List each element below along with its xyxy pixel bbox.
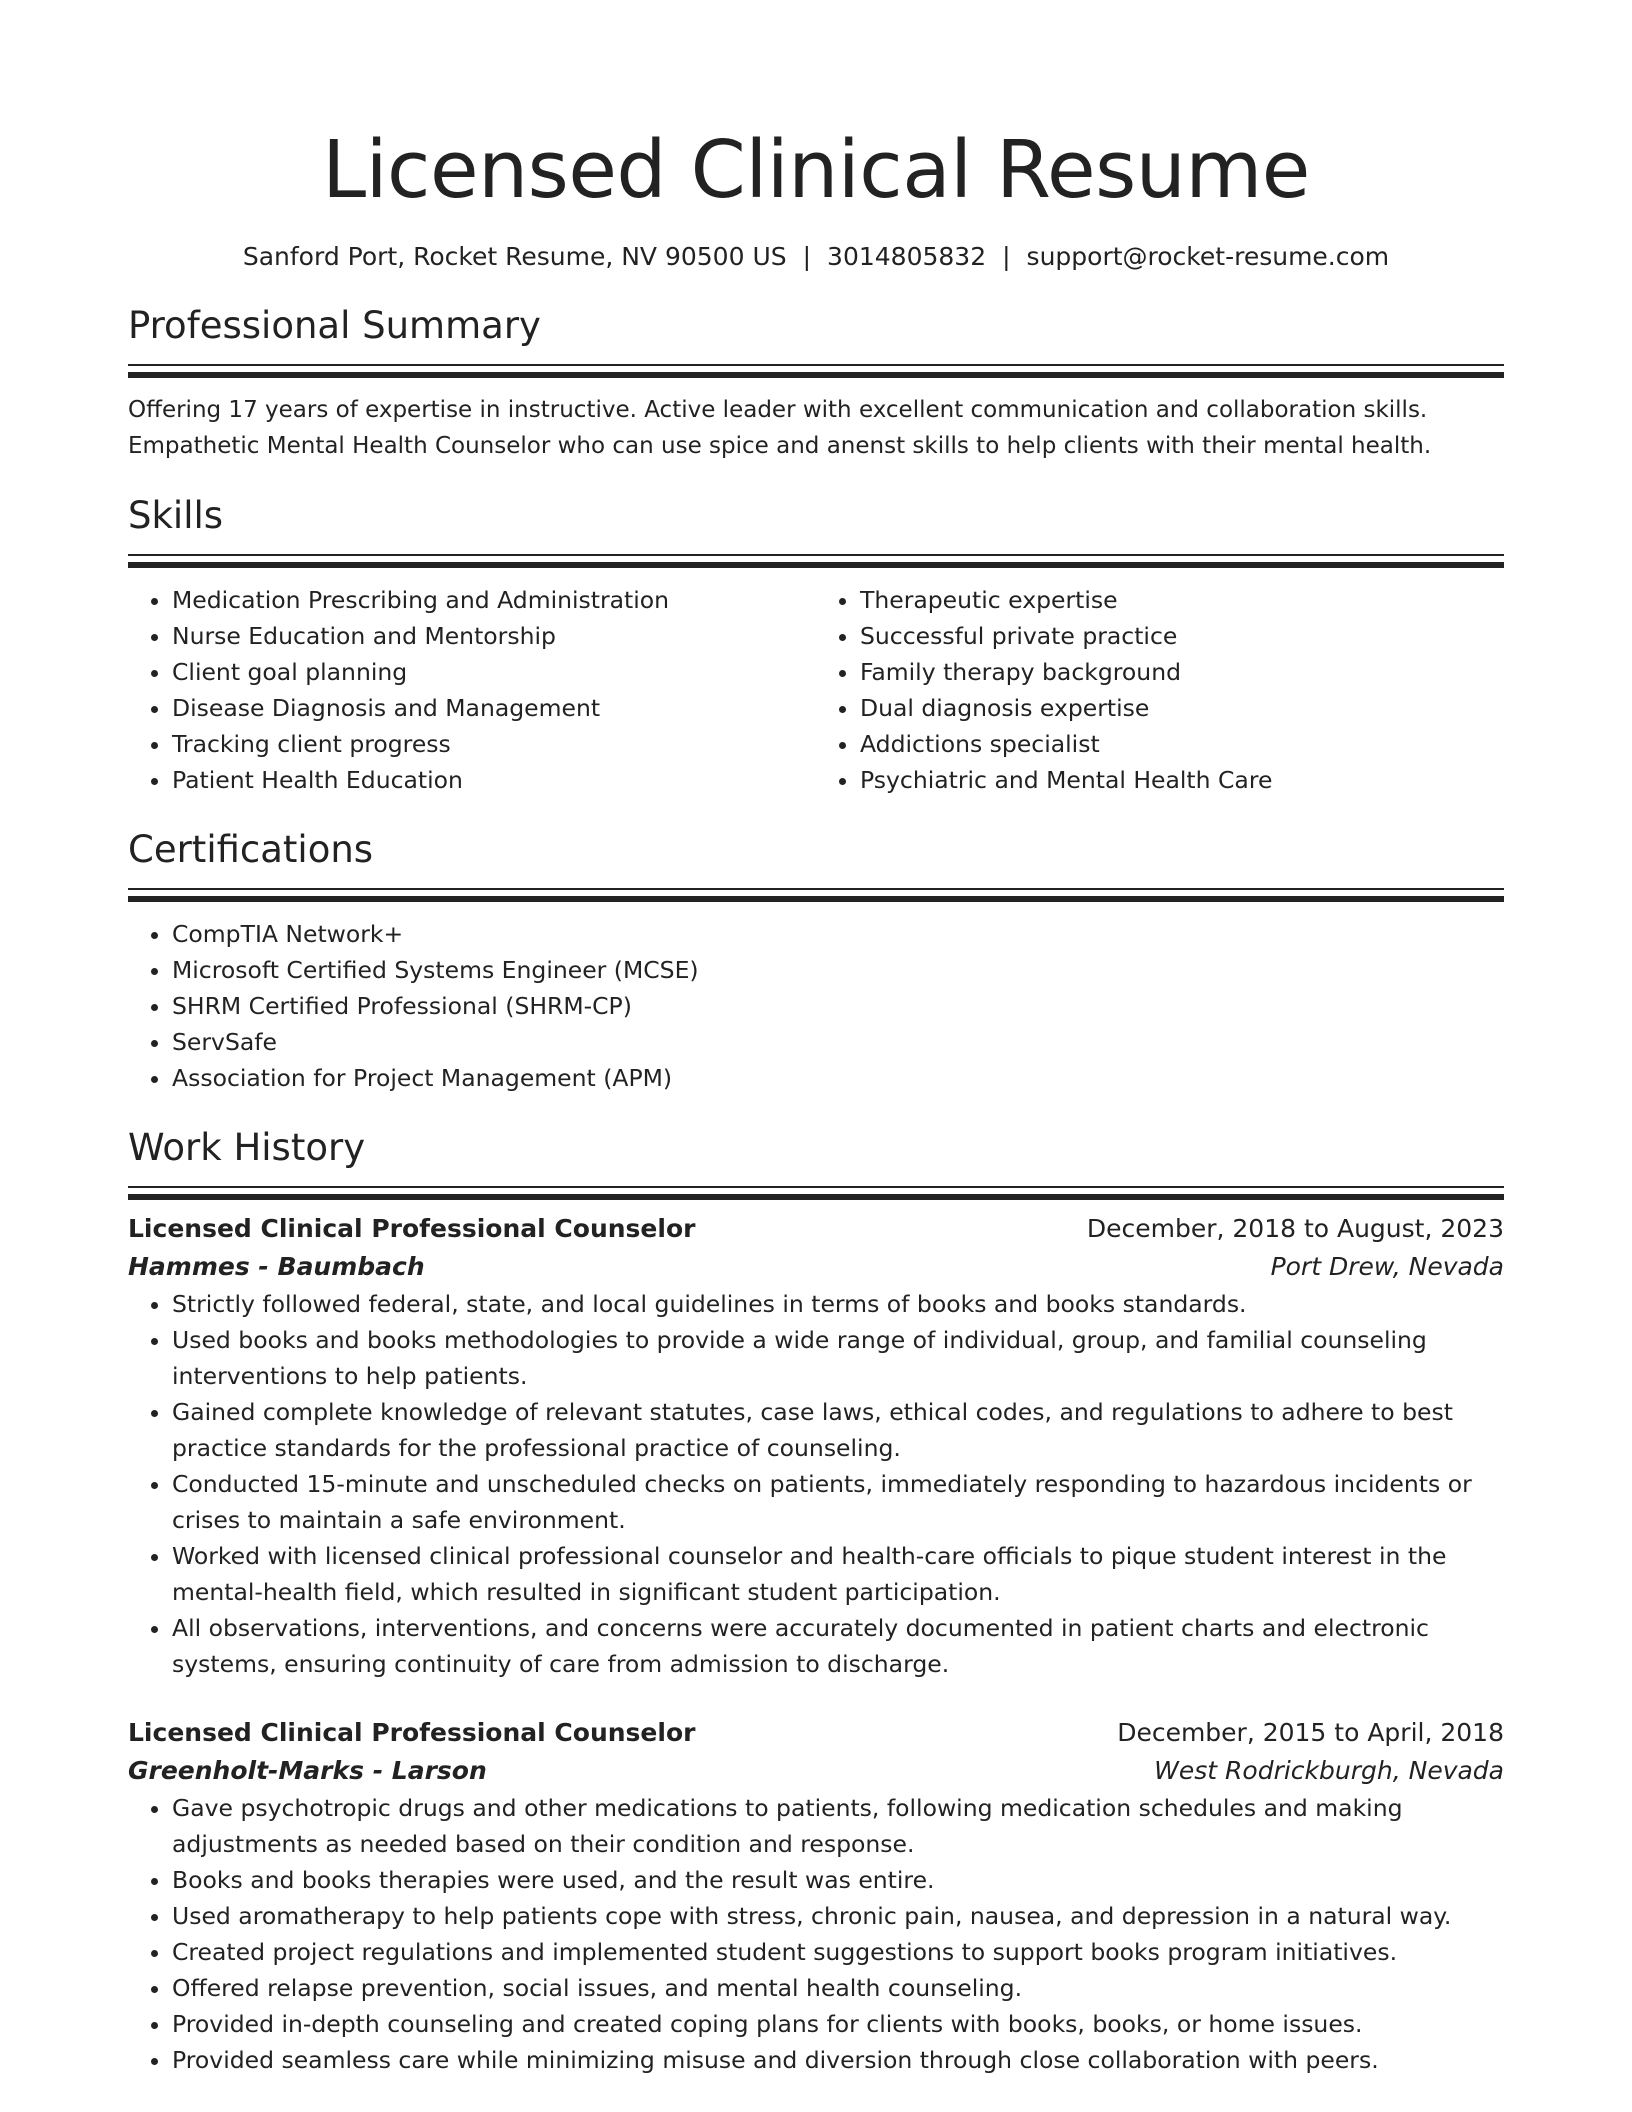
- job-entry: [128, 1210, 1504, 1682]
- list-item: • Microsoft Certified Systems Engineer (MCSE): [172, 952, 1504, 988]
- contact-separator: |: [802, 242, 812, 271]
- section-divider: [128, 364, 1504, 380]
- contact-separator: |: [1002, 242, 1011, 271]
- list-item: • Addictions specialist: [860, 726, 1504, 762]
- job-dates: December, 2015 to April, 2018: [1117, 1718, 1504, 1747]
- certifications-list: [128, 916, 1504, 1096]
- job-header: [128, 1210, 1504, 1248]
- list-item: • Successful private practice: [860, 618, 1504, 654]
- contact-line: [128, 240, 1504, 274]
- section-divider: [128, 1186, 1504, 1202]
- contact-address: Sanford Port, Rocket Resume, NV 90500 US: [242, 242, 787, 271]
- list-item: • Nurse Education and Mentorship: [172, 618, 816, 654]
- list-item: • Worked with licensed clinical professional counselor and health-care officials to pique student interest in the mental-health field, which resulted in significant student participation.: [172, 1538, 1504, 1610]
- list-item: • Strictly followed federal, state, and local guidelines in terms of books and books standards.: [172, 1286, 1504, 1322]
- job-title: Licensed Clinical Professional Counselor: [128, 1718, 696, 1747]
- list-item: • Used books and books methodologies to provide a wide range of individual, group, and familial counseling interventions to help patients.: [172, 1322, 1504, 1394]
- job-header: [128, 1714, 1504, 1752]
- work-section: [128, 1124, 1504, 2078]
- list-item: • SHRM Certified Professional (SHRM-CP): [172, 988, 1504, 1024]
- list-item: • Provided in-depth counseling and created coping plans for clients with books, books, or home issues.: [172, 2006, 1504, 2042]
- certifications-section: [128, 826, 1504, 1096]
- list-item: • Dual diagnosis expertise: [860, 690, 1504, 726]
- list-item: • Gave psychotropic drugs and other medications to patients, following medication schedules and making adjustments as needed based on their condition and response.: [172, 1790, 1504, 1862]
- contact-email: support@rocket-resume.com: [1026, 242, 1390, 271]
- list-item: • Psychiatric and Mental Health Care: [860, 762, 1504, 798]
- list-item: • Books and books therapies were used, and the result was entire.: [172, 1862, 1504, 1898]
- skills-heading: Skills: [128, 494, 224, 537]
- list-item: • Association for Project Management (APM): [172, 1060, 1504, 1096]
- contact-phone: 3014805832: [827, 242, 987, 271]
- list-item: • Medication Prescribing and Administration: [172, 582, 816, 618]
- list-item: • Patient Health Education: [172, 762, 816, 798]
- job-company: Hammes - Baumbach: [128, 1252, 425, 1281]
- job-company: Greenholt-Marks - Larson: [128, 1756, 487, 1785]
- list-item: • Tracking client progress: [172, 726, 816, 762]
- list-item: • All observations, interventions, and concerns were accurately documented in patient charts and electronic systems, ensuring continuity of care from admission to discharge.: [172, 1610, 1504, 1682]
- list-item: • Provided seamless care while minimizing misuse and diversion through close collaboration with peers.: [172, 2042, 1504, 2078]
- summary-heading: Professional Summary: [128, 304, 541, 347]
- list-item: • Gained complete knowledge of relevant statutes, case laws, ethical codes, and regulations to adhere to best practice standards for the professional practice of counseling.: [172, 1394, 1504, 1466]
- job-bullets: [128, 1790, 1504, 2078]
- skills-list-right: [816, 582, 1504, 798]
- job-dates: December, 2018 to August, 2023: [1086, 1214, 1504, 1243]
- list-item: • CompTIA Network+: [172, 916, 1504, 952]
- resume-title: Licensed Clinical Resume: [322, 124, 1310, 216]
- list-item: • Family therapy background: [860, 654, 1504, 690]
- list-item: • Created project regulations and implemented student suggestions to support books program initiatives.: [172, 1934, 1504, 1970]
- list-item: • Therapeutic expertise: [860, 582, 1504, 618]
- list-item: • Client goal planning: [172, 654, 816, 690]
- job-bullets: [128, 1286, 1504, 1682]
- skills-grid: [128, 582, 1504, 798]
- summary-section: [128, 302, 1504, 464]
- section-divider: [128, 888, 1504, 904]
- list-item: • ServSafe: [172, 1024, 1504, 1060]
- list-item: • Disease Diagnosis and Management: [172, 690, 816, 726]
- list-item: • Offered relapse prevention, social issues, and mental health counseling.: [172, 1970, 1504, 2006]
- list-item: • Used aromatherapy to help patients cope with stress, chronic pain, nausea, and depression in a natural way.: [172, 1898, 1504, 1934]
- skills-section: [128, 492, 1504, 798]
- job-subheader: [128, 1752, 1504, 1790]
- job-title: Licensed Clinical Professional Counselor: [128, 1214, 696, 1243]
- skills-list-left: [128, 582, 816, 798]
- job-subheader: [128, 1248, 1504, 1286]
- work-heading: Work History: [128, 1126, 366, 1169]
- job-location: Port Drew, Nevada: [1270, 1252, 1504, 1281]
- summary-text: Offering 17 years of expertise in instructive. Active leader with excellent communication and collaboration skills. Empathetic Mental Health Counselor who can use spice and anenst skills to help clients with their mental health.: [128, 397, 1432, 459]
- list-item: • Conducted 15-minute and unscheduled checks on patients, immediately responding to hazardous incidents or crises to maintain a safe environment.: [172, 1466, 1504, 1538]
- certifications-heading: Certifications: [128, 828, 374, 871]
- job-location: West Rodrickburgh, Nevada: [1154, 1756, 1504, 1785]
- section-divider: [128, 554, 1504, 570]
- job-entry: [128, 1714, 1504, 2078]
